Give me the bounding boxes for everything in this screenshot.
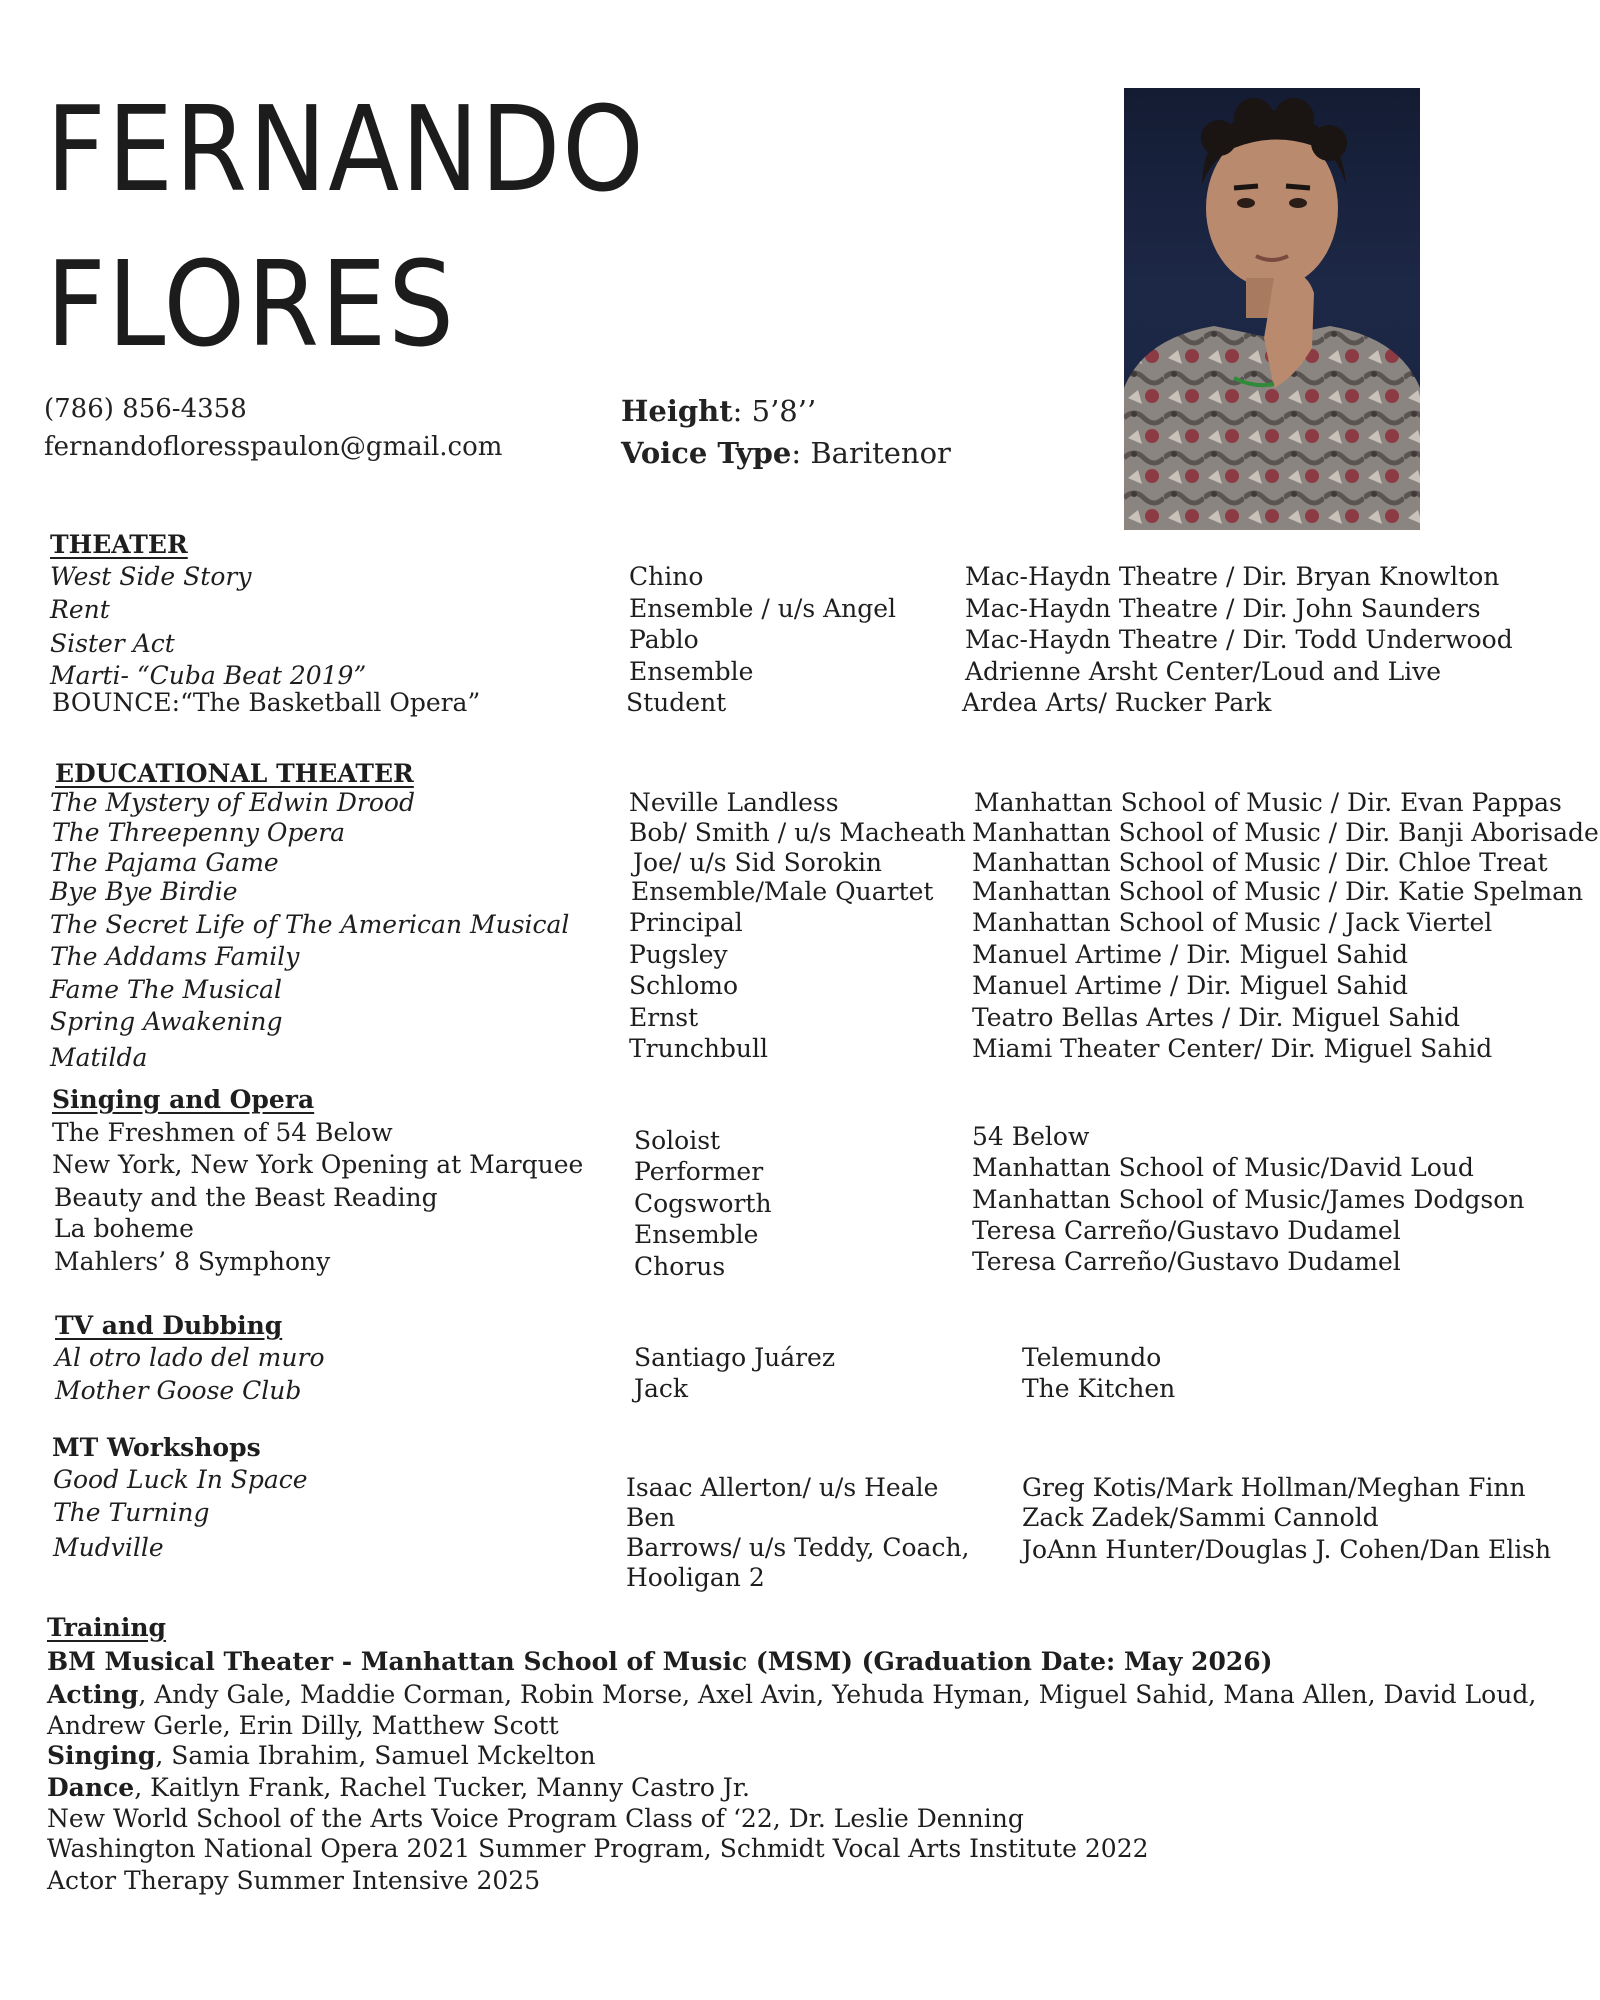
singing-venue: Manhattan School of Music/David Loud [972, 1153, 1474, 1182]
training-degree: BM Musical Theater - Manhattan School of Music (MSM) (Graduation Date: May 2026) [47, 1647, 1273, 1676]
voice-stat [621, 436, 951, 470]
theater-venue: Mac-Haydn Theatre / Dir. Todd Underwood [965, 625, 1513, 654]
theater-role: Pablo [629, 625, 699, 654]
name-last: FLORES [46, 235, 456, 373]
edu-title: Bye Bye Birdie [50, 877, 238, 906]
voice-value: : Baritenor [791, 436, 951, 470]
workshop-venue: Zack Zadek/Sammi Cannold [1022, 1503, 1379, 1532]
tv-role: Santiago Juárez [634, 1343, 836, 1372]
theater-title: BOUNCE:“The Basketball Opera” [52, 688, 481, 717]
training-acting-cont: Andrew Gerle, Erin Dilly, Matthew Scott [47, 1711, 559, 1740]
theater-role: Ensemble / u/s Angel [629, 594, 897, 623]
edu-venue: Manhattan School of Music / Jack Viertel [972, 908, 1493, 937]
theater-title: Rent [50, 595, 110, 624]
edu-venue: Manhattan School of Music / Dir. Evan Pappas [974, 788, 1562, 817]
singing-title: La boheme [54, 1214, 194, 1243]
headshot-illustration [1124, 88, 1420, 530]
edu-role: Bob/ Smith / u/s Macheath [629, 818, 966, 847]
section-training-heading: Training [47, 1613, 166, 1642]
workshop-role: Isaac Allerton/ u/s Heale [626, 1473, 939, 1502]
edu-role: Trunchbull [629, 1034, 769, 1063]
training-acting [47, 1680, 1536, 1710]
workshop-title: Mudville [53, 1533, 164, 1562]
edu-title: The Mystery of Edwin Drood [50, 788, 415, 817]
section-tv-heading: TV and Dubbing [55, 1311, 283, 1340]
singing-venue: Manhattan School of Music/James Dodgson [972, 1185, 1525, 1214]
theater-venue: Ardea Arts/ Rucker Park [962, 688, 1272, 717]
edu-venue: Manhattan School of Music / Dir. Banji Aborisade [972, 818, 1599, 847]
singing-role: Cogsworth [634, 1189, 772, 1218]
singing-role: Performer [634, 1157, 764, 1186]
theater-role: Ensemble [629, 657, 754, 686]
theater-title: Sister Act [50, 629, 175, 658]
edu-role: Joe/ u/s Sid Sorokin [633, 848, 883, 877]
theater-role: Chino [629, 562, 704, 591]
workshop-role-cont: Hooligan 2 [626, 1563, 765, 1592]
section-singing-heading: Singing and Opera [52, 1085, 315, 1114]
edu-title: Fame The Musical [50, 975, 282, 1004]
edu-venue: Teatro Bellas Artes / Dir. Miguel Sahid [972, 1003, 1460, 1032]
headshot-photo [1124, 88, 1420, 530]
phone: (786) 856-4358 [44, 394, 247, 424]
tv-title: Al otro lado del muro [55, 1343, 325, 1372]
theater-venue: Adrienne Arsht Center/Loud and Live [965, 657, 1442, 686]
height-stat [621, 394, 816, 428]
edu-role: Neville Landless [629, 788, 839, 817]
theater-title: Marti- “Cuba Beat 2019” [50, 661, 367, 690]
edu-venue: Manuel Artime / Dir. Miguel Sahid [972, 971, 1409, 1000]
edu-venue: Manhattan School of Music / Dir. Katie Spelman [972, 877, 1584, 906]
edu-venue: Manhattan School of Music / Dir. Chloe Treat [972, 848, 1548, 877]
singing-role: Chorus [634, 1252, 726, 1281]
workshop-title: The Turning [53, 1498, 210, 1527]
singing-venue: Teresa Carreño/Gustavo Dudamel [972, 1216, 1401, 1245]
singing-role: Soloist [634, 1126, 721, 1155]
tv-role: Jack [634, 1374, 689, 1403]
tv-venue: Telemundo [1022, 1343, 1162, 1372]
tv-venue: The Kitchen [1022, 1374, 1176, 1403]
section-workshops-heading: MT Workshops [52, 1433, 261, 1462]
edu-title: Spring Awakening [50, 1007, 283, 1036]
training-extra: New World School of the Arts Voice Program Class of ‘22, Dr. Leslie Denning [47, 1804, 1024, 1833]
section-theater-heading: THEATER [50, 530, 188, 559]
edu-venue: Miami Theater Center/ Dir. Miguel Sahid [972, 1034, 1493, 1063]
name-first: FERNANDO [46, 80, 646, 218]
height-value: : 5’8’’ [732, 394, 817, 428]
voice-label: Voice Type [621, 436, 792, 470]
training-extra: Washington National Opera 2021 Summer Program, Schmidt Vocal Arts Institute 2022 [47, 1834, 1149, 1863]
edu-title: The Pajama Game [50, 848, 279, 877]
singing-role: Ensemble [634, 1220, 759, 1249]
dance-label: Dance [47, 1773, 135, 1802]
theater-venue: Mac-Haydn Theatre / Dir. John Saunders [965, 594, 1481, 623]
tv-title: Mother Goose Club [55, 1376, 302, 1405]
section-educational-heading: EDUCATIONAL THEATER [55, 759, 414, 788]
edu-role: Ensemble/Male Quartet [631, 877, 934, 906]
singing-title: Mahlers’ 8 Symphony [54, 1247, 331, 1276]
singing-text: , Samia Ibrahim, Samuel Mckelton [155, 1741, 596, 1770]
training-singing [47, 1741, 596, 1771]
workshop-venue: Greg Kotis/Mark Hollman/Meghan Finn [1022, 1473, 1526, 1502]
singing-venue: Teresa Carreño/Gustavo Dudamel [972, 1247, 1401, 1276]
theater-venue: Mac-Haydn Theatre / Dir. Bryan Knowlton [965, 562, 1500, 591]
training-dance [47, 1773, 750, 1803]
singing-venue: 54 Below [972, 1122, 1090, 1151]
workshop-role: Barrows/ u/s Teddy, Coach, [626, 1533, 970, 1562]
workshop-role: Ben [626, 1503, 676, 1532]
theater-role: Student [626, 688, 727, 717]
singing-label: Singing [47, 1741, 156, 1770]
email: fernandofloresspaulon@gmail.com [44, 432, 503, 462]
edu-venue: Manuel Artime / Dir. Miguel Sahid [972, 940, 1409, 969]
edu-role: Ernst [629, 1003, 699, 1032]
edu-title: The Secret Life of The American Musical [50, 910, 570, 939]
edu-title: The Addams Family [50, 942, 300, 971]
edu-role: Pugsley [629, 940, 728, 969]
singing-title: Beauty and the Beast Reading [54, 1183, 438, 1212]
singing-title: The Freshmen of 54 Below [52, 1118, 393, 1147]
workshop-venue: JoAnn Hunter/Douglas J. Cohen/Dan Elish [1022, 1535, 1552, 1564]
acting-label: Acting [47, 1680, 139, 1709]
workshop-title: Good Luck In Space [53, 1465, 308, 1494]
edu-title: Matilda [50, 1043, 148, 1072]
training-extra: Actor Therapy Summer Intensive 2025 [47, 1866, 541, 1895]
theater-title: West Side Story [50, 562, 252, 591]
edu-title: The Threepenny Opera [52, 818, 346, 847]
singing-title: New York, New York Opening at Marquee [52, 1150, 584, 1179]
acting-text: , Andy Gale, Maddie Corman, Robin Morse, Axel Avin, Yehuda Hyman, Miguel Sahid, Mana Allen, David Loud, [138, 1680, 1537, 1709]
dance-text: , Kaitlyn Frank, Rachel Tucker, Manny Castro Jr. [134, 1773, 750, 1802]
edu-role: Schlomo [629, 971, 739, 1000]
edu-role: Principal [629, 908, 743, 937]
height-label: Height [621, 394, 733, 428]
